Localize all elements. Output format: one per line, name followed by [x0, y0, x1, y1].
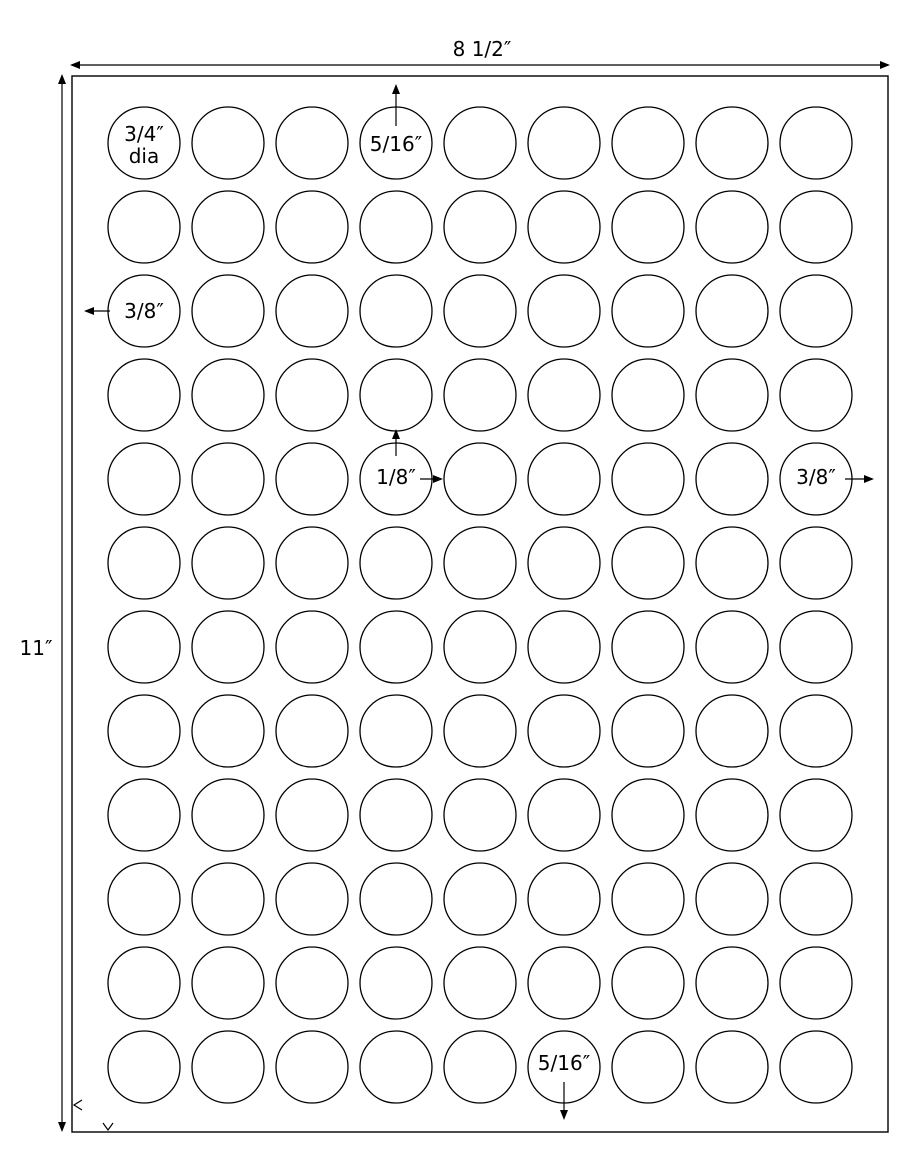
round-label: [696, 947, 768, 1019]
round-label: [612, 275, 684, 347]
round-label: [192, 611, 264, 683]
corner-mark-left-icon: [74, 1100, 82, 1110]
round-label: [780, 779, 852, 851]
round-label: [444, 107, 516, 179]
round-label: [444, 611, 516, 683]
round-label: [612, 1031, 684, 1103]
right-margin-annotation: [796, 465, 874, 489]
gap-annotation: [376, 429, 443, 489]
round-label: [444, 191, 516, 263]
round-label: [444, 359, 516, 431]
round-label: [528, 863, 600, 935]
round-label: [780, 191, 852, 263]
round-label: [528, 695, 600, 767]
bottom-margin-label: 5/16″: [537, 1051, 591, 1075]
round-label: [108, 611, 180, 683]
round-label: [360, 947, 432, 1019]
round-label: [780, 695, 852, 767]
left-margin-label: 3/8″: [124, 299, 164, 323]
round-label: [192, 1031, 264, 1103]
round-label: [528, 191, 600, 263]
arrow-right-icon: [880, 61, 890, 69]
round-label: [276, 863, 348, 935]
round-label: [192, 947, 264, 1019]
round-label: [612, 863, 684, 935]
round-label: [696, 1031, 768, 1103]
arrow-down-icon: [560, 1110, 568, 1120]
round-label: [276, 275, 348, 347]
height-dimension: [20, 74, 66, 1132]
arrow-right-icon: [864, 475, 874, 483]
label-diameter-value: 3/4″: [124, 122, 164, 146]
page-border: [72, 76, 888, 1132]
width-dimension: [70, 37, 890, 69]
round-label: [276, 359, 348, 431]
round-label: [360, 1031, 432, 1103]
round-label: [528, 779, 600, 851]
label-grid: [108, 107, 852, 1103]
round-label: [276, 779, 348, 851]
round-label: [192, 779, 264, 851]
round-label: [360, 695, 432, 767]
arrow-up-icon: [392, 84, 400, 94]
round-label: [696, 107, 768, 179]
round-label: [696, 695, 768, 767]
round-label: [696, 191, 768, 263]
bottom-margin-annotation: [538, 1051, 590, 1120]
round-label: [276, 527, 348, 599]
vertical-gap-label: 1/8″: [376, 465, 416, 489]
round-label: [192, 275, 264, 347]
round-label: [444, 695, 516, 767]
round-label: [192, 359, 264, 431]
round-label: [444, 863, 516, 935]
round-label: [276, 107, 348, 179]
round-label: [780, 527, 852, 599]
round-label: [192, 527, 264, 599]
round-label: [528, 947, 600, 1019]
round-label: [360, 359, 432, 431]
round-label: [780, 1031, 852, 1103]
top-margin-annotation: [370, 84, 422, 156]
round-label: [528, 275, 600, 347]
round-label: [444, 947, 516, 1019]
arrow-down-icon: [58, 1122, 66, 1132]
arrow-right-icon: [433, 475, 443, 483]
round-label: [192, 443, 264, 515]
round-label: [360, 191, 432, 263]
round-label: [696, 275, 768, 347]
round-label: [528, 527, 600, 599]
round-label: [276, 443, 348, 515]
round-label: [612, 947, 684, 1019]
round-label: [108, 1031, 180, 1103]
round-label: [528, 443, 600, 515]
round-label: [108, 947, 180, 1019]
right-margin-label: 3/8″: [796, 465, 836, 489]
width-label: 8 1/2″: [452, 37, 512, 61]
round-label: [108, 779, 180, 851]
round-label: [276, 1031, 348, 1103]
round-label: [612, 191, 684, 263]
round-label: [780, 275, 852, 347]
round-label: [612, 359, 684, 431]
round-label: [192, 107, 264, 179]
round-label: [276, 611, 348, 683]
round-label: [444, 1031, 516, 1103]
round-label: [444, 443, 516, 515]
round-label: [696, 443, 768, 515]
round-label: [780, 107, 852, 179]
left-margin-annotation: [84, 299, 164, 323]
label-diameter-annotation: [124, 122, 164, 168]
round-label: [108, 695, 180, 767]
round-label: [696, 527, 768, 599]
arrow-left-icon: [84, 307, 94, 315]
round-label: [360, 611, 432, 683]
round-label: [444, 275, 516, 347]
round-label: [696, 863, 768, 935]
round-label: [612, 695, 684, 767]
round-label: [360, 779, 432, 851]
round-label: [108, 359, 180, 431]
round-label: [108, 863, 180, 935]
round-label: [192, 695, 264, 767]
arrow-left-icon: [70, 61, 80, 69]
round-label: [612, 443, 684, 515]
round-label: [276, 695, 348, 767]
round-label: [528, 611, 600, 683]
height-label: 11″: [19, 636, 53, 660]
round-label: [444, 779, 516, 851]
round-label: [612, 107, 684, 179]
round-label: [780, 947, 852, 1019]
round-label: [108, 443, 180, 515]
round-label: [696, 779, 768, 851]
round-label: [108, 527, 180, 599]
round-label: [696, 359, 768, 431]
round-label: [780, 359, 852, 431]
top-margin-label: 5/16″: [369, 132, 423, 156]
round-label: [276, 191, 348, 263]
corner-mark-bottom-icon: [103, 1123, 113, 1130]
round-label: [276, 947, 348, 1019]
round-label: [780, 863, 852, 935]
round-label: [360, 275, 432, 347]
round-label: [612, 779, 684, 851]
round-label: [360, 527, 432, 599]
round-label: [192, 863, 264, 935]
round-label: [612, 527, 684, 599]
label-diameter-suffix: dia: [128, 144, 160, 168]
round-label: [528, 359, 600, 431]
round-label: [444, 527, 516, 599]
round-label: [360, 863, 432, 935]
arrow-up-icon: [58, 74, 66, 84]
round-label: [108, 191, 180, 263]
round-label: [612, 611, 684, 683]
round-label: [528, 107, 600, 179]
round-label: [780, 611, 852, 683]
round-label: [696, 611, 768, 683]
round-label: [192, 191, 264, 263]
